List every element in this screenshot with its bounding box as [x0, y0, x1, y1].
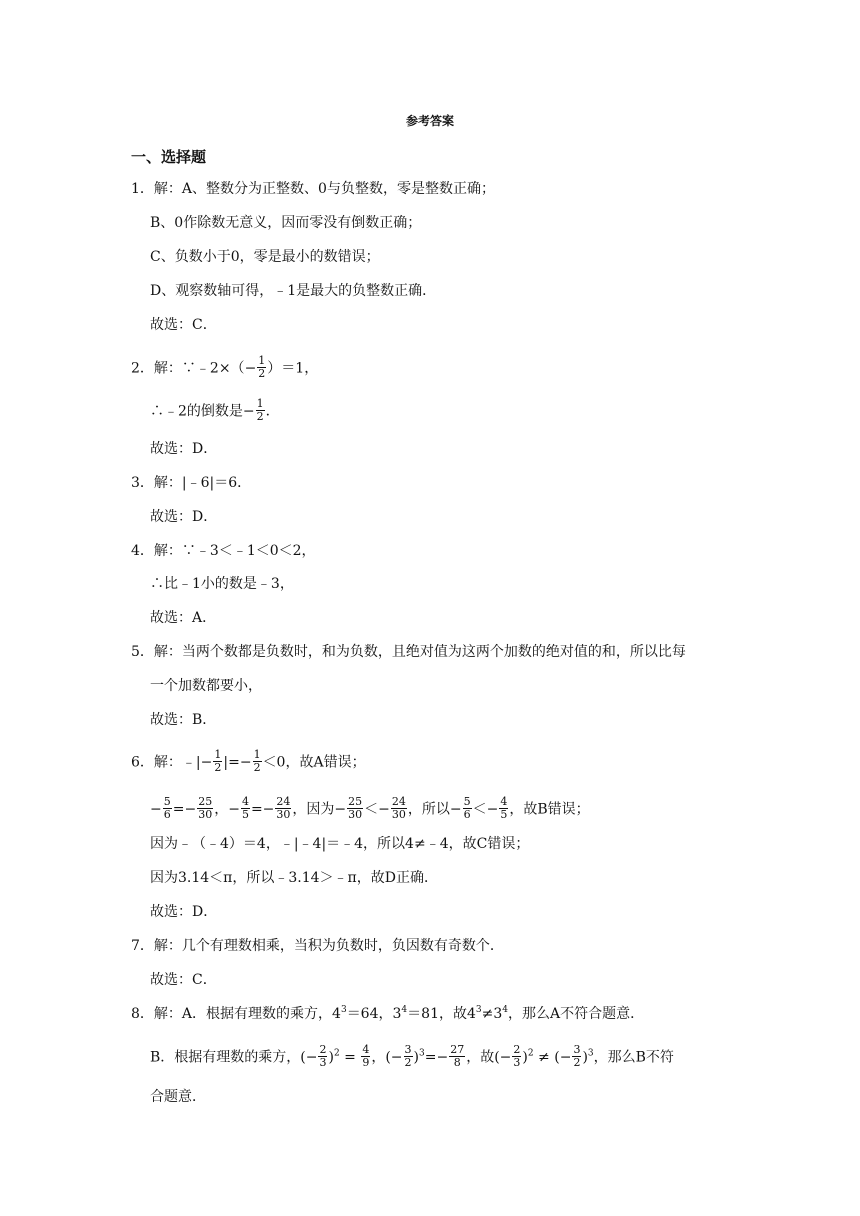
- q1-answer: 故选：C．: [150, 317, 217, 333]
- q6-frac-25-30-b: [347, 796, 363, 821]
- q6-frac-5-6: [163, 796, 172, 821]
- q6-frac-4-5: [241, 796, 250, 821]
- exponent: 2: [333, 1048, 340, 1059]
- fraction-denominator: 5: [241, 808, 249, 821]
- q6-text-b: |=−: [223, 754, 252, 771]
- q6-l2-minus: −: [150, 801, 162, 818]
- q8-text-a: 解：A．根据有理数的乘方，4: [153, 1006, 341, 1022]
- q7-text: 解：几个有理数相乘，当积为负数时，负因数有奇数个．: [153, 938, 504, 954]
- q6-line-2: [150, 797, 590, 822]
- q2-text-b: ）＝1，: [267, 360, 319, 377]
- q2-text-c: ∴﹣2的倒数是: [150, 403, 243, 420]
- q5-line-2: 一个加数都要小，: [150, 678, 262, 694]
- q6-l2-eq-1: =−: [172, 801, 197, 818]
- q1-line-2: B、0作除数无意义，因而零没有倒数正确；: [150, 215, 422, 231]
- q1-line-3: C、负数小于0，零是最小的数错误；: [150, 249, 380, 265]
- q6-line-1: [131, 750, 366, 775]
- q6-answer: 故选：D．: [150, 904, 218, 920]
- q6-line-4: 因为3.14＜π，所以﹣3.14＞﹣π，故D正确．: [150, 870, 438, 886]
- q6-frac-24-30: [275, 796, 291, 821]
- q6-fraction-half-2: [253, 749, 262, 774]
- q8-line-2: [150, 1045, 674, 1070]
- q6-line-3: 因为﹣（﹣4）＝4，﹣|﹣4|＝﹣4，所以4≠﹣4，故C错误；: [150, 836, 530, 852]
- q8-text-b: ＝64，3: [346, 1006, 402, 1022]
- q3-line-1: [131, 473, 251, 493]
- q1-line-4: D、观察数轴可得，﹣1是最大的负整数正确．: [150, 283, 437, 299]
- q6-number: 6．: [131, 754, 154, 771]
- q8-l2-a: B．根据有理数的乘方，(−: [150, 1049, 318, 1066]
- fraction-denominator: 2: [253, 761, 261, 774]
- q7-line-1: [131, 936, 504, 956]
- q8-l2-d: ，(−: [371, 1049, 403, 1066]
- q8-line-3: 合题意．: [150, 1089, 206, 1105]
- fraction-denominator: 2: [256, 410, 264, 423]
- fraction-denominator: 30: [391, 808, 406, 821]
- fraction-denominator: 3: [319, 1056, 327, 1069]
- q5-number: 5．: [131, 644, 154, 660]
- q6-l2-eq-2: =−: [250, 801, 275, 818]
- q8-frac-2-3-b: [512, 1044, 521, 1069]
- fraction-numerator: 4: [241, 795, 249, 808]
- q4-line-2: ∴比﹣1小的数是﹣3，: [150, 576, 294, 592]
- fraction-denominator: 2: [404, 1056, 412, 1069]
- q8-l2-paren-2: ): [413, 1049, 419, 1066]
- fraction-numerator: 1: [253, 748, 261, 761]
- q7-answer: 故选：C．: [150, 972, 217, 988]
- q2-minus-2: −: [242, 403, 255, 420]
- q8-text-d: ≠3: [481, 1006, 503, 1022]
- fraction-numerator: 25: [198, 795, 213, 808]
- q6-text-a: 解：﹣|−: [153, 754, 213, 771]
- q6-fraction-half-1: [213, 749, 222, 774]
- fraction-numerator: 3: [404, 1043, 412, 1056]
- page-title: 参考答案: [405, 114, 454, 128]
- fraction-numerator: 5: [163, 795, 171, 808]
- fraction-denominator: 5: [500, 808, 508, 821]
- q4-text: 解：∵﹣3＜﹣1＜0＜2，: [153, 543, 316, 559]
- q6-l2-lt-2: ＜−: [472, 801, 499, 818]
- section-heading: 一、选择题: [131, 148, 207, 166]
- q3-answer: 故选：D．: [150, 509, 218, 525]
- q1-line-1: [131, 179, 495, 199]
- q8-l2-eq: =: [339, 1049, 361, 1066]
- exponent: 4: [502, 1005, 508, 1015]
- q2-answer: 故选：D．: [150, 441, 218, 457]
- fraction-denominator: 9: [362, 1056, 370, 1069]
- q8-l2-paren-3: ): [522, 1049, 528, 1066]
- fraction-denominator: 2: [214, 761, 222, 774]
- q5-line-1: [131, 642, 686, 662]
- q3-number: 3．: [131, 475, 154, 491]
- q6-l2-end: ，故B错误；: [509, 801, 590, 818]
- q8-frac-4-9: [361, 1044, 370, 1069]
- exponent: 2: [527, 1048, 534, 1059]
- q4-number: 4．: [131, 543, 154, 559]
- fraction-numerator: 4: [362, 1043, 370, 1056]
- exponent: 3: [587, 1048, 594, 1059]
- q7-number: 7．: [131, 938, 154, 954]
- q5-answer: 故选：B．: [150, 712, 217, 728]
- fraction-denominator: 3: [513, 1056, 521, 1069]
- exponent: 3: [340, 1005, 347, 1015]
- q4-answer: 故选：A．: [150, 610, 217, 626]
- fraction-numerator: 24: [276, 795, 291, 808]
- q6-l2-so: ，所以−: [407, 801, 462, 818]
- q2-line-2: [150, 399, 280, 424]
- exponent: 3: [475, 1005, 482, 1015]
- q4-line-1: [131, 541, 316, 561]
- q8-l2-h: ，那么B不符: [593, 1049, 674, 1066]
- q8-l2-paren-4: ): [582, 1049, 588, 1066]
- fraction-denominator: 30: [348, 808, 363, 821]
- q6-frac-5-6-b: [463, 796, 472, 821]
- q8-frac-3-2-b: [572, 1044, 581, 1069]
- fraction-numerator: 4: [500, 795, 508, 808]
- q2-text-a: 解：∵﹣2×（: [153, 360, 245, 377]
- fraction-numerator: 3: [573, 1043, 581, 1056]
- q6-l2-sep: ，−: [214, 801, 240, 818]
- q8-frac-2-3: [318, 1044, 327, 1069]
- fraction-numerator: 1: [258, 354, 266, 367]
- q1-number: 1．: [131, 181, 154, 197]
- fraction-numerator: 24: [391, 795, 406, 808]
- q3-text: 解：|﹣6|＝6．: [153, 475, 252, 491]
- q6-text-c: ＜0，故A错误；: [262, 754, 366, 771]
- fraction-numerator: 1: [214, 748, 222, 761]
- q8-l2-e: =−: [424, 1049, 449, 1066]
- q8-l2-f: ，故(−: [466, 1049, 512, 1066]
- q8-text-c: ＝81，故4: [407, 1006, 476, 1022]
- fraction-denominator: 2: [573, 1056, 581, 1069]
- fraction-numerator: 2: [319, 1043, 327, 1056]
- fraction-numerator: 27: [450, 1043, 465, 1056]
- q6-frac-25-30: [197, 796, 213, 821]
- q8-l2-paren: ): [328, 1049, 334, 1066]
- fraction-denominator: 8: [453, 1056, 461, 1069]
- fraction-denominator: 6: [163, 808, 171, 821]
- q2-text-d: ．: [265, 403, 280, 420]
- fraction-numerator: 1: [256, 397, 264, 410]
- q6-l2-because: ，因为−: [292, 801, 347, 818]
- q8-frac-3-2: [404, 1044, 413, 1069]
- q2-line-1: [131, 356, 318, 381]
- q8-frac-27-8: [449, 1044, 465, 1069]
- q8-line-1: [131, 1004, 644, 1024]
- q6-l2-lt: ＜−: [364, 801, 390, 818]
- q6-frac-4-5-b: [499, 796, 508, 821]
- q8-text-e: ，那么A不符合题意．: [508, 1006, 645, 1022]
- q8-number: 8．: [131, 1006, 154, 1022]
- fraction-numerator: 5: [463, 795, 471, 808]
- fraction-numerator: 2: [513, 1043, 521, 1056]
- q8-l2-g: ≠ (−: [533, 1049, 572, 1066]
- fraction-denominator: 2: [258, 367, 266, 380]
- fraction-denominator: 30: [198, 808, 213, 821]
- exponent: 3: [419, 1048, 425, 1059]
- fraction-numerator: 25: [348, 795, 363, 808]
- q6-frac-24-30-b: [391, 796, 407, 821]
- q2-fraction-1: [257, 355, 266, 380]
- q1-text: 解：A、整数分为正整数、0与负整数，零是整数正确；: [153, 181, 495, 197]
- q2-minus: −: [244, 360, 257, 377]
- exponent: 4: [401, 1005, 408, 1015]
- q5-text: 解：当两个数都是负数时，和为负数，且绝对值为这两个加数的绝对值的和，所以比每: [153, 644, 686, 660]
- fraction-denominator: 6: [463, 808, 471, 821]
- q2-number: 2．: [131, 360, 154, 377]
- fraction-denominator: 30: [276, 808, 291, 821]
- q2-fraction-2: [256, 398, 265, 423]
